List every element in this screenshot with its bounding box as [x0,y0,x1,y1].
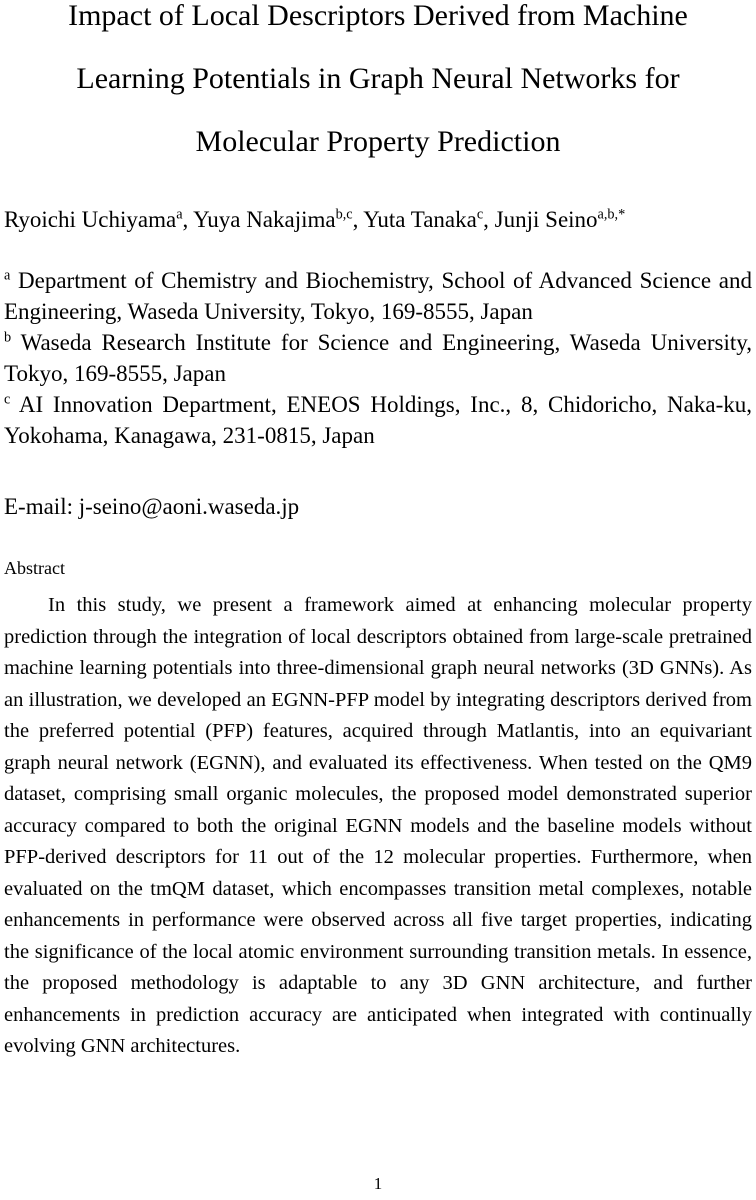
author-affiliation-marker: a,b,* [597,206,626,223]
author-affiliation-marker: b,c [335,206,353,223]
title-line: Learning Potentials in Graph Neural Networks for [76,62,680,95]
affiliation-list [4,265,752,451]
affiliation: $^a$ Department of Chemistry and Biochemistry, School of Advanced Science and Engineering, Waseda University, Tokyo, 169-8555, Japan [4,267,752,324]
page-number: 1 [373,1174,383,1193]
affiliation: $^c$ AI Innovation Department, ENEOS Holdings, Inc., 8, Chidoricho, Naka-ku, Yokohama, Kanagawa, 231-0815, Japan [4,391,752,448]
paper-title [4,0,752,173]
title-line: Impact of Local Descriptors Derived from Machine [68,0,688,32]
affiliation-marker: a [4,267,11,284]
affiliation: $^b$ Waseda Research Institute for Science and Engineering, Waseda University, Tokyo, 169-8555, Japan [4,329,752,386]
author-affiliation-marker: a [176,206,183,223]
abstract-text: In this study, we present a framework aimed at enhancing molecular property prediction through the integration of local descriptors obtained from large-scale pretrained machine learning potentials into three-dimensional graph neural networks (3D GNNs). As an illustration, we developed an EGNN-PFP model by integrating descriptors derived from the preferred potential (PFP) features, acquired through Matlantis, into an equivariant graph neural network (EGNN), and evaluated its effectiveness. When tested on the QM9 dataset, comprising small organic molecules, the proposed model demonstrated superior accuracy compared to both the original EGNN models and the baseline models without PFP-derived descriptors for 11 out of the 12 molecular properties. Furthermore, when evaluated on the tmQM dataset, which encompasses transition metal complexes, notable enhancements in performance were observed across all five target properties, indicating the significance of the local atomic environment surrounding transition metals. In essence, the proposed methodology is adaptable to any 3D GNN architecture, and further enhancements in prediction accuracy are anticipated when integrated with continually evolving GNN architectures. [4,594,752,1057]
author-list: Ryoichi Uchiyama$^a$, Yuya Nakajima$^{b,c}$, Yuta Tanaka$^c$, Junji Seino$^{a,b,*}$ [4,206,626,232]
title-line: Molecular Property Prediction [195,125,561,158]
email-line: E-mail: j-seino@aoni.waseda.jp [4,494,300,519]
abstract-heading: Abstract [4,558,65,578]
author-affiliation-marker: c [476,206,484,223]
affiliation-marker: b [4,329,12,346]
affiliation-marker: c [4,391,11,408]
